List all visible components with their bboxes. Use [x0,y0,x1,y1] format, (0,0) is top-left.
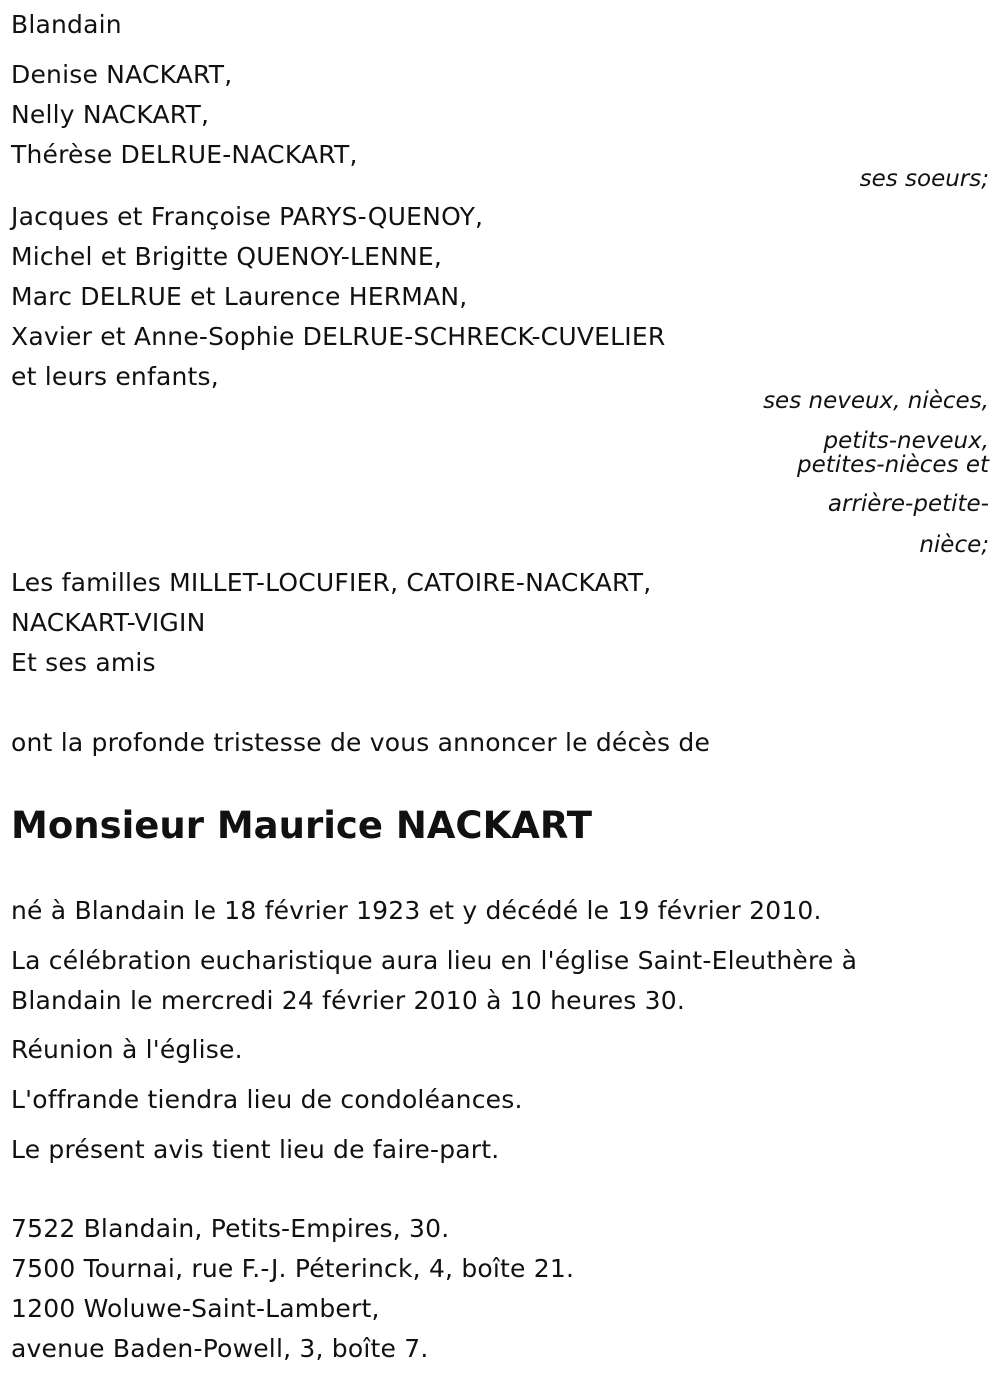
nephew-line: et leurs enfants, [11,362,219,391]
families-line: NACKART-VIGIN [11,608,206,637]
address-line: 1200 Woluwe-Saint-Lambert, [11,1294,380,1323]
sister-line: Denise NACKART, [11,60,233,89]
families-line: Et ses amis [11,648,156,677]
nephew-line: Jacques et Françoise PARYS-QUENOY, [11,202,484,231]
address-line: 7500 Tournai, rue F.-J. Péterinck, 4, boîte 21. [11,1254,575,1283]
sisters-role: ses soeurs; [859,166,989,192]
nephews-role-line: arrière-petite- [827,491,989,517]
address-line: avenue Baden-Powell, 3, boîte 7. [11,1334,429,1363]
ceremony-line: La célébration eucharistique aura lieu en l'église Saint-Eleuthère à [11,946,858,975]
offering-line: L'offrande tiendra lieu de condoléances. [11,1085,523,1114]
ceremony-line: Blandain le mercredi 24 février 2010 à 10 heures 30. [11,986,686,1015]
sister-line: Nelly NACKART, [11,100,210,129]
nephews-role-line: nièce; [919,532,989,558]
nephew-line: Xavier et Anne-Sophie DELRUE-SCHRECK-CUVELIER [11,322,666,351]
nephew-line: Marc DELRUE et Laurence HERMAN, [11,282,468,311]
birth-death-line: né à Blandain le 18 février 1923 et y décédé le 19 février 2010. [11,896,822,925]
announcement: ont la profonde tristesse de vous annoncer le décès de [11,728,711,757]
meeting-line: Réunion à l'église. [11,1035,243,1064]
deceased-name: Monsieur Maurice NACKART [11,804,592,847]
address-line: 7522 Blandain, Petits-Empires, 30. [11,1214,450,1243]
notice-line: Le présent avis tient lieu de faire-part. [11,1135,500,1164]
nephews-role-line: petits-neveux, [823,428,989,454]
families-line: Les familles MILLET-LOCUFIER, CATOIRE-NACKART, [11,568,652,597]
sister-line: Thérèse DELRUE-NACKART, [11,140,358,169]
location-heading: Blandain [11,10,122,39]
nephews-role-line: ses neveux, nièces, [763,388,989,414]
nephew-line: Michel et Brigitte QUENOY-LENNE, [11,242,443,271]
nephews-role-line: petites-nièces et [797,452,989,478]
